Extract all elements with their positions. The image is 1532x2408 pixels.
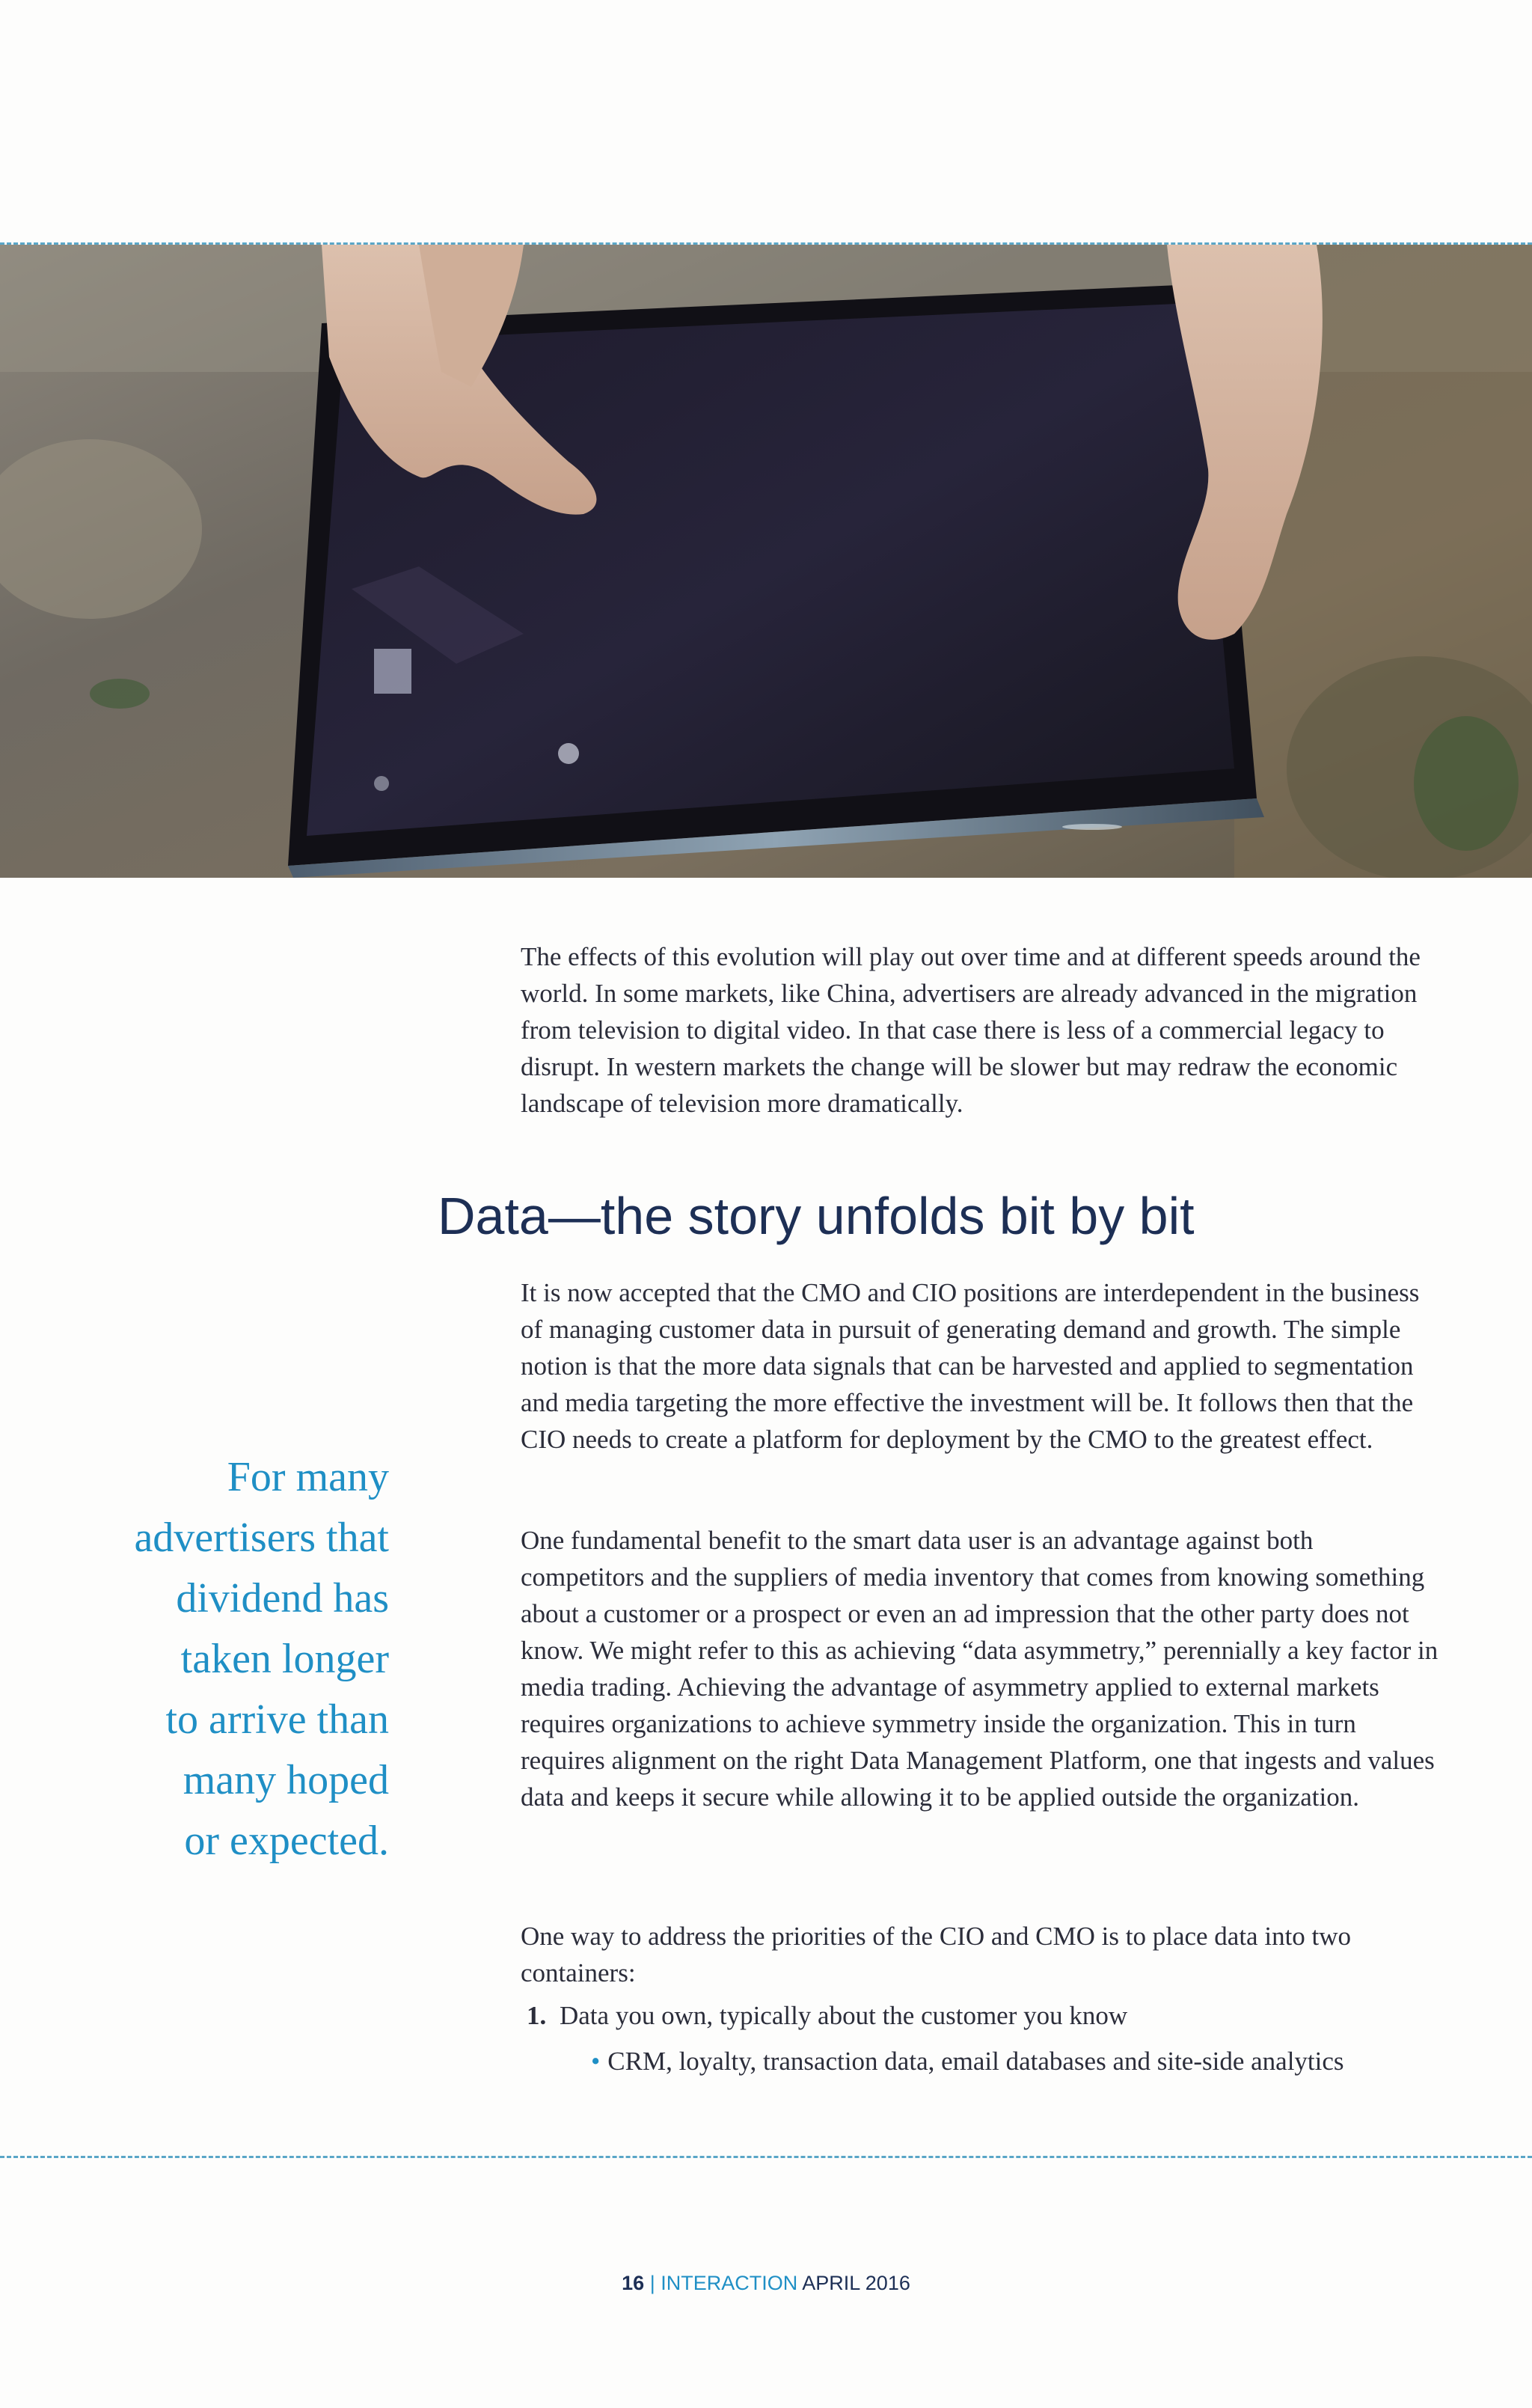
hero-photo bbox=[0, 245, 1532, 878]
pull-quote-line: or expected. bbox=[184, 1818, 389, 1864]
pull-quote-line: dividend has bbox=[176, 1575, 389, 1622]
page-footer bbox=[0, 2272, 1532, 2295]
list-number: 1. bbox=[527, 2001, 547, 2030]
pull-quote bbox=[0, 1447, 389, 1871]
section-heading: Data—the story unfolds bit by bit bbox=[438, 1187, 1195, 1245]
intro-text: The effects of this evolution will play out over time and at different speeds around the world. In some markets, like China, advertisers are already advanced in the migration from television to digital video. In that case there is less of a commercial legacy to disrupt. In western markets the change will be slower but may redraw the economic landscape of television more dramatically. bbox=[521, 942, 1421, 1118]
footer-separator: | bbox=[649, 2272, 655, 2294]
paragraph-text: One way to address the priorities of the CIO and CMO is to place data into two containers: bbox=[521, 1922, 1352, 1987]
body-paragraph-3 bbox=[521, 1918, 1441, 1991]
paragraph-text: It is now accepted that the CMO and CIO positions are interdependent in the business of managing customer data in pursuit of generating demand and growth. The simple notion is that the more data signals that can be harvested and applied to segmentation and media targeting the more effective the investment will be. It follows then that the CIO needs to create a platform for deployment by the CMO to the greatest effect. bbox=[521, 1278, 1420, 1454]
pull-quote-line: For many bbox=[227, 1454, 389, 1500]
pull-quote-line: advertisers that bbox=[134, 1515, 389, 1561]
page-number: 16 bbox=[622, 2272, 645, 2294]
bullet-icon: • bbox=[591, 2047, 601, 2076]
pull-quote-line: taken longer bbox=[180, 1636, 389, 1682]
paragraph-text: One fundamental benefit to the smart data user is an advantage against both competitors and the suppliers of media inventory that comes from knowing something about a customer or a prospect or even an ad impression that the other party does not know. We might refer to this as achieving “data asymmetry,” perennially a key factor in media trading. Achieving the advantage of asymmetry applied to external markets requires organizations to achieve symmetry inside the organization. This in turn requires alignment on the right Data Management Platform, one that ingests and values data and keeps it secure while allowing it to be applied outside the organization. bbox=[521, 1526, 1438, 1812]
publication-name: INTERACTION bbox=[661, 2272, 798, 2294]
list-item-text: Data you own, typically about the customer you know bbox=[560, 2001, 1128, 2030]
bullet-item bbox=[591, 2043, 1462, 2080]
pull-quote-line: many hoped bbox=[183, 1757, 389, 1803]
body-paragraph-1 bbox=[521, 1274, 1441, 1458]
bullet-item-text: CRM, loyalty, transaction data, email databases and site-side analytics bbox=[607, 2047, 1344, 2076]
body-paragraph-2 bbox=[521, 1522, 1441, 1815]
list-item bbox=[527, 1997, 1462, 2034]
pull-quote-line: to arrive than bbox=[165, 1696, 389, 1743]
numbered-list bbox=[527, 1997, 1462, 2080]
hands-holding-tablet-photo bbox=[0, 245, 1532, 878]
bottom-divider bbox=[0, 2156, 1532, 2158]
issue-date: APRIL 2016 bbox=[802, 2272, 910, 2294]
intro-paragraph bbox=[521, 938, 1441, 1122]
